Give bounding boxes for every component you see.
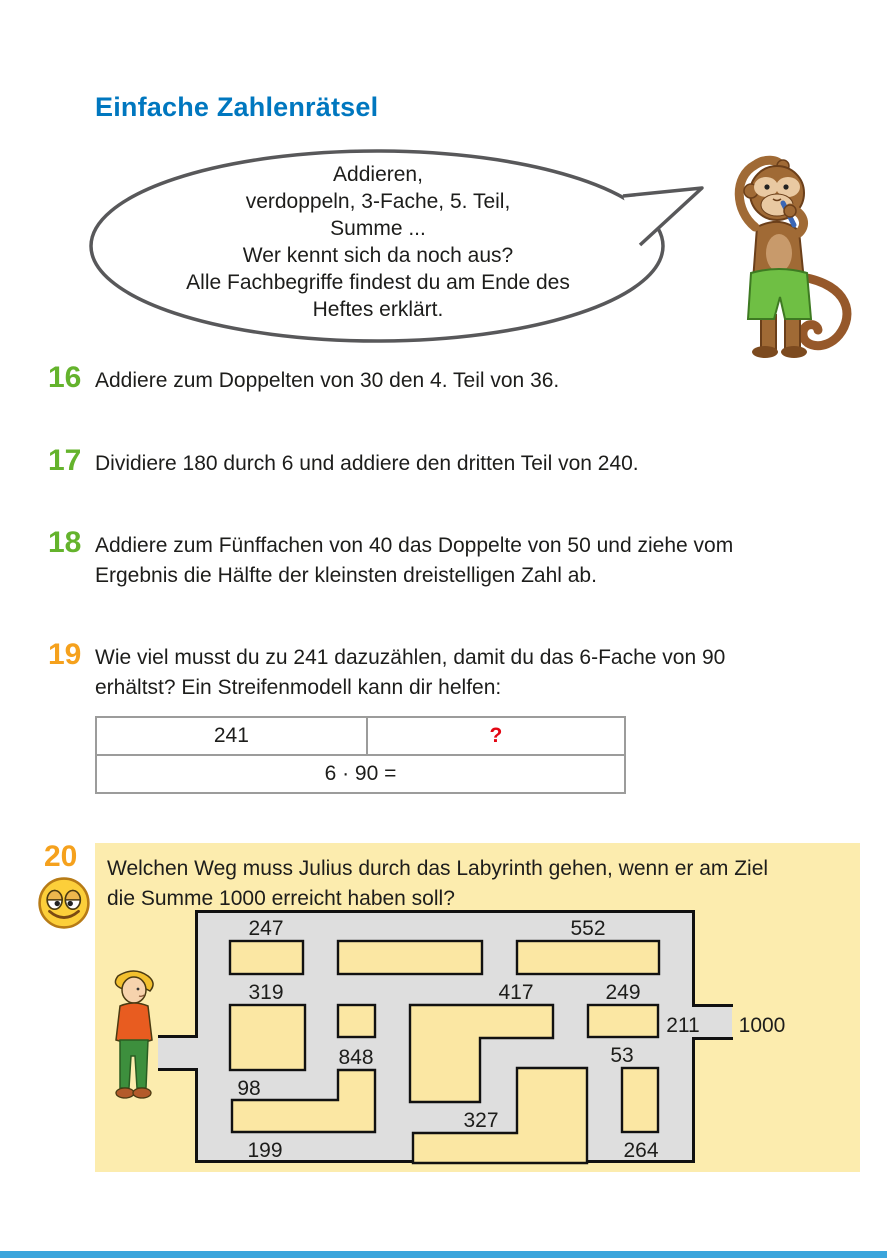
- footer-accent-bar: [0, 1251, 887, 1258]
- exercise-number: 20: [44, 840, 78, 873]
- maze-label-247: 247: [248, 917, 284, 940]
- bubble-line: verdoppeln, 3-Fache, 5. Teil,: [245, 190, 511, 213]
- smiley-icon: [37, 876, 91, 930]
- monkey-shorts: [748, 269, 811, 319]
- maze-label-319: 319: [248, 981, 284, 1004]
- bubble-line: Addieren,: [333, 163, 423, 186]
- exercise-19: [48, 638, 838, 703]
- exercise-number: 18: [48, 526, 82, 559]
- exercise-text: Welchen Weg muss Julius durch das Labyrinth gehen, wenn er am Ziel die Summe 1000 erreicht haben soll?: [107, 857, 769, 910]
- boy-shirt: [116, 1003, 152, 1043]
- monkey-illustration: [697, 139, 869, 361]
- boy-pants: [120, 1040, 148, 1088]
- maze-label-211: 211: [666, 1014, 700, 1037]
- exercise-number: 19: [48, 638, 82, 671]
- maze-label-249: 249: [605, 981, 641, 1004]
- boy-illustration: [98, 966, 170, 1108]
- bubble-line: Alle Fachbegriffe findest du am Ende des: [186, 271, 570, 294]
- strip-equation: 6 · 90 =: [324, 762, 397, 785]
- exercise-18: [48, 526, 838, 591]
- page-title: Einfache Zahlenrätsel: [95, 92, 379, 122]
- maze-label-552: 552: [570, 917, 606, 940]
- exercise-17: [48, 444, 838, 479]
- bubble-line: Heftes erklärt.: [312, 298, 444, 321]
- maze-label-199: 199: [247, 1139, 283, 1162]
- maze-label-53: 53: [610, 1044, 634, 1067]
- exercise-text: Wie viel musst du zu 241 dazuzählen, damit du das 6-Fache von 90 erhältst? Ein Streifenmodell kann dir helfen:: [95, 646, 726, 699]
- strip-cell-question: ?: [489, 724, 503, 747]
- exercise-text: Dividiere 180 durch 6 und addiere den dritten Teil von 240.: [95, 452, 639, 475]
- maze-label-417: 417: [498, 981, 534, 1004]
- exercise-text: Addiere zum Doppelten von 30 den 4. Teil von 36.: [95, 369, 560, 392]
- maze-label-98: 98: [237, 1077, 261, 1100]
- strip-model-table: [95, 716, 626, 794]
- strip-cell-241: 241: [97, 718, 368, 754]
- exercise-text: Addiere zum Fünffachen von 40 das Doppelte von 50 und ziehe vom Ergebnis die Hälfte der kleinsten dreistelligen Zahl ab.: [95, 534, 734, 587]
- exercise-number: 17: [48, 444, 82, 477]
- speech-bubble-text: [128, 161, 628, 323]
- exercise-number: 16: [48, 361, 82, 394]
- bubble-line: Wer kennt sich da noch aus?: [242, 244, 514, 267]
- labyrinth: [150, 905, 800, 1170]
- maze-goal-label: 1000: [738, 1014, 786, 1037]
- exercise-16: [48, 361, 838, 396]
- bubble-line: Summe ...: [330, 217, 426, 240]
- maze-label-264: 264: [623, 1139, 659, 1162]
- maze-label-848: 848: [338, 1046, 374, 1069]
- maze-label-327: 327: [463, 1109, 499, 1132]
